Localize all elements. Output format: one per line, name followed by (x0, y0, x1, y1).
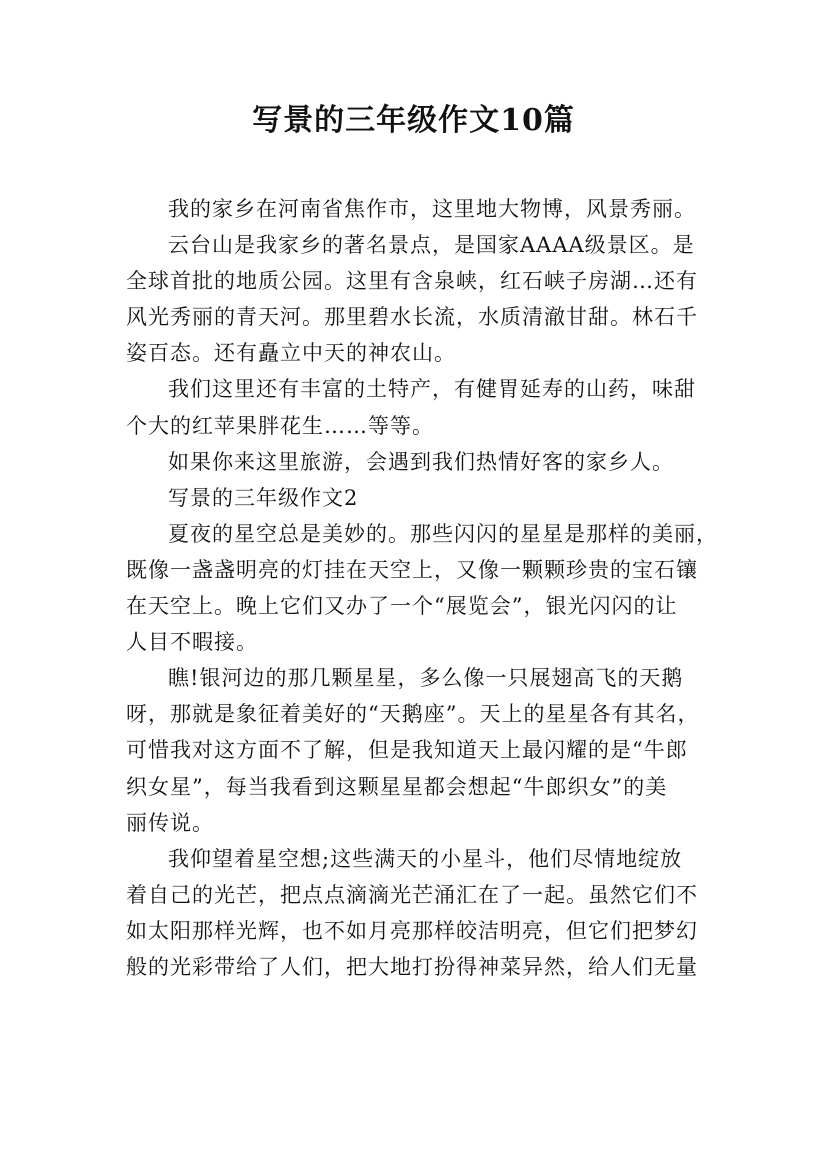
text-line: 个大的红苹果胖花生……等等。 (126, 413, 434, 438)
text-line: 夏夜的星空总是美妙的。那些闪闪的星星是那样的美丽， (168, 521, 718, 546)
text-line: 般的光彩带给了人们，把大地打扮得神菜异然，给人们无量 (126, 954, 698, 979)
text-line: 在天空上。晚上它们又办了一个“展览会”，银光闪闪的让 (126, 594, 678, 619)
text-line: 呀，那就是象征着美好的“天鹅座”。天上的星星各有其名， (126, 702, 700, 727)
document-title: 写景的三年级作文10篇 (252, 103, 575, 138)
text-line: 人目不暇接。 (126, 630, 258, 655)
text-line: 既像一盏盏明亮的灯挂在天空上，又像一颗颗珍贵的宝石镶 (126, 557, 698, 582)
text-line: 可惜我对这方面不了解，但是我知道天上最闪耀的是“牛郎 (126, 738, 688, 763)
text-line: 如果你来这里旅游，会遇到我们热情好客的家乡人。 (168, 449, 674, 474)
text-line: 我们这里还有丰富的土特产，有健胃延寿的山药，味甜 (168, 377, 696, 402)
text-line: 风光秀丽的青天河。那里碧水长流，水质清澈甘甜。林石千 (126, 305, 698, 330)
text-line: 织女星”，每当我看到这颗星星都会想起“牛郎织女”的美 (126, 774, 668, 799)
text-line: 全球首批的地质公园。这里有含泉峡，红石峡子房湖…还有 (126, 269, 698, 294)
text-line: 我的家乡在河南省焦作市，这里地大物博，风景秀丽。 (168, 197, 696, 221)
section-heading: 写景的三年级作文2 (168, 485, 359, 510)
text-line: 姿百态。还有矗立中天的神农山。 (126, 341, 456, 366)
text-line: 丽传说。 (126, 810, 214, 835)
text-line: 瞧!银河边的那几颗星星，多么像一只展翅高飞的天鹅 (168, 666, 684, 691)
text-line: 如太阳那样光辉，也不如月亮那样皎洁明亮，但它们把梦幻 (126, 918, 698, 943)
text-line: 着自己的光芒，把点点滴滴光芒涌汇在了一起。虽然它们不 (126, 882, 698, 907)
text-line: 我仰望着星空想;这些满天的小星斗，他们尽情地绽放 (168, 846, 683, 871)
text-line: 云台山是我家乡的著名景点，是国家AAAA级景区。是 (168, 233, 695, 258)
document-body (126, 191, 716, 985)
